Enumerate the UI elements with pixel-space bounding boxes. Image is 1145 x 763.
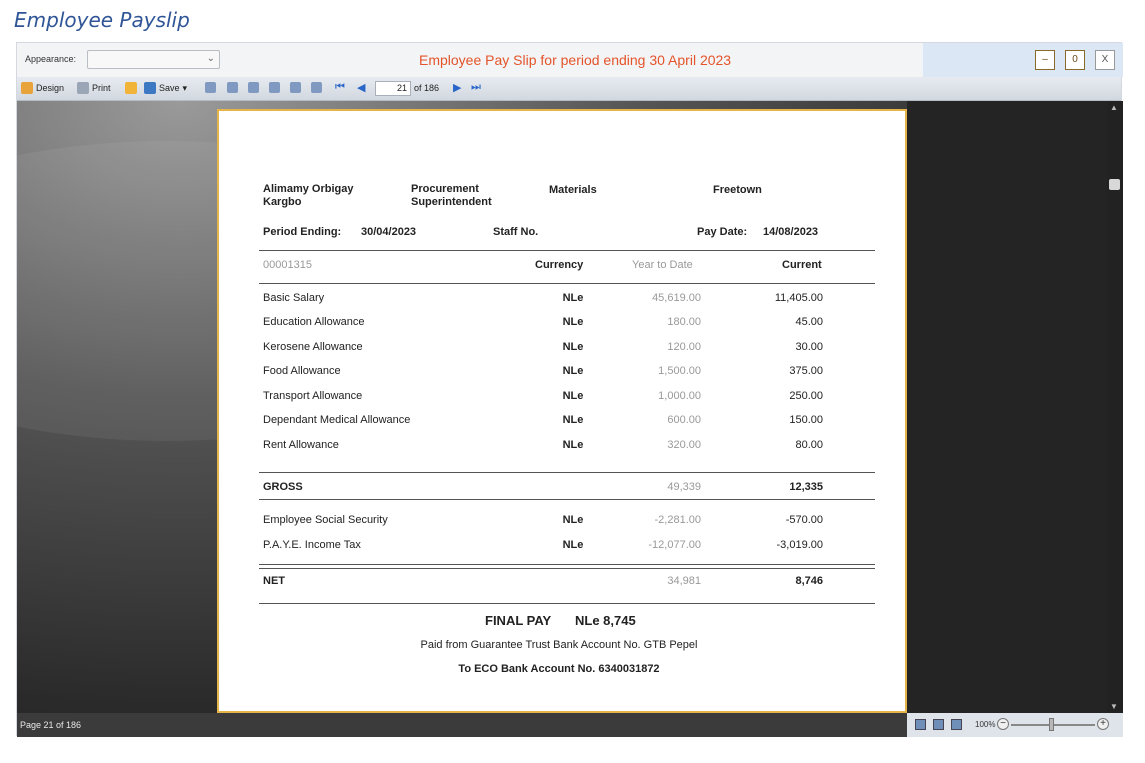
appearance-label: Appearance: (25, 54, 77, 64)
viewer-titlebar (17, 43, 1121, 77)
to-account-text: To ECO Bank Account No. 6340031872 (458, 663, 660, 675)
close-button[interactable]: X (1095, 50, 1115, 70)
earning-row (263, 316, 823, 332)
folder-icon (125, 82, 137, 94)
zoom-controls (907, 713, 1123, 737)
earning-currency: NLe (562, 292, 584, 304)
deduction-ytd: -2,281.00 (654, 514, 701, 526)
page-status-text: Page 21 of 186 (20, 720, 82, 730)
zoom-slider-thumb[interactable] (1049, 718, 1054, 731)
save-button[interactable] (144, 82, 187, 94)
current-header: Current (782, 259, 822, 271)
staff-code: 00001315 (263, 259, 312, 271)
final-pay-value: NLe 8,745 (575, 613, 636, 628)
deduction-row (263, 514, 823, 530)
gross-ytd: 49,339 (667, 481, 701, 493)
deduction-label: P.A.Y.E. Income Tax (263, 539, 361, 551)
net-ytd: 34,981 (667, 575, 701, 587)
earning-label: Transport Allowance (263, 390, 363, 402)
report-canvas (17, 101, 1107, 713)
deduction-currency: NLe (562, 514, 584, 526)
chevron-down-icon: ⌄ (206, 53, 215, 64)
export-icon (290, 82, 301, 93)
divider (259, 250, 875, 251)
multi-page-button[interactable] (269, 82, 280, 93)
net-row (263, 575, 823, 591)
earning-ytd: 45,619.00 (652, 292, 701, 304)
divider (259, 568, 875, 569)
design-label: Design (36, 83, 65, 93)
first-page-icon[interactable]: ⏮ (335, 81, 345, 93)
earning-label: Rent Allowance (263, 439, 339, 451)
earning-label: Education Allowance (263, 316, 365, 328)
binoculars-icon (227, 82, 238, 93)
last-page-icon[interactable]: ⏭ (471, 81, 481, 93)
dropdown-arrow-icon: ▾ (182, 82, 188, 93)
design-button[interactable] (21, 82, 64, 94)
email-button[interactable] (205, 82, 216, 93)
zoom-out-icon[interactable]: − (997, 718, 1009, 730)
design-icon (21, 82, 33, 94)
divider (259, 472, 875, 473)
earning-row (263, 439, 823, 455)
open-button[interactable] (125, 82, 137, 94)
divider (259, 603, 875, 604)
parameters-button[interactable] (311, 82, 322, 93)
earning-row (263, 390, 823, 406)
currency-header: Currency (535, 259, 584, 271)
save-icon (144, 82, 156, 94)
email-icon (205, 82, 216, 93)
page-count-label: of 186 (414, 83, 440, 93)
earning-ytd: 180.00 (667, 316, 701, 328)
divider (259, 499, 875, 500)
report-viewer (16, 42, 1122, 736)
scroll-thumb[interactable] (1109, 179, 1120, 190)
earning-label: Kerosene Allowance (263, 341, 363, 353)
deduction-current: -570.00 (785, 514, 823, 526)
canvas-right-area (907, 101, 1107, 713)
scroll-up-icon[interactable]: ▲ (1110, 103, 1118, 112)
deduction-row (263, 539, 823, 555)
earning-ytd: 120.00 (667, 341, 701, 353)
page-icon (248, 82, 259, 93)
final-pay-label: FINAL PAY (485, 613, 552, 628)
earning-currency: NLe (562, 341, 584, 353)
earning-row (263, 365, 823, 381)
earning-ytd: 1,000.00 (658, 390, 701, 402)
earning-currency: NLe (562, 439, 584, 451)
single-page-view-icon[interactable] (915, 719, 926, 730)
page-heading: Employee Payslip (14, 8, 190, 32)
earning-current: 375.00 (789, 365, 823, 377)
gross-row (263, 481, 823, 497)
earning-currency: NLe (562, 365, 584, 377)
period-ending-label: Period Ending: (263, 226, 342, 238)
employee-name: Alimamy Orbigay Kargbo (263, 183, 354, 208)
staff-no-label: Staff No. (493, 226, 539, 238)
earning-label: Basic Salary (263, 292, 325, 304)
deduction-currency: NLe (562, 539, 584, 551)
printer-icon (77, 82, 89, 94)
two-page-view-icon[interactable] (933, 719, 944, 730)
earning-row (263, 341, 823, 357)
gross-label: GROSS (263, 481, 303, 493)
earning-current: 250.00 (789, 390, 823, 402)
payslip-page (217, 109, 907, 713)
next-page-icon[interactable]: ▶ (453, 82, 462, 94)
deduction-current: -3,019.00 (776, 539, 823, 551)
net-label: NET (263, 575, 285, 587)
find-button[interactable] (227, 82, 238, 93)
prev-page-icon[interactable]: ◀ (357, 82, 366, 94)
divider (259, 283, 875, 284)
earning-current: 80.00 (795, 439, 823, 451)
net-current: 8,746 (795, 575, 823, 587)
print-button[interactable] (77, 82, 111, 94)
save-label: Save (159, 83, 180, 93)
viewer-toolbar (17, 77, 1121, 101)
paid-from-text: Paid from Guarantee Trust Bank Account No. GTB Pepel (420, 639, 698, 651)
appearance-dropdown[interactable] (87, 50, 220, 69)
earning-currency: NLe (562, 414, 584, 426)
earning-currency: NLe (562, 390, 584, 402)
earning-ytd: 600.00 (667, 414, 701, 426)
earning-label: Food Allowance (263, 365, 341, 377)
pay-date-value: 14/08/2023 (763, 226, 819, 238)
earning-current: 11,405.00 (774, 292, 823, 304)
employee-department: Materials (549, 184, 597, 196)
deduction-label: Employee Social Security (263, 514, 388, 526)
export-button[interactable] (290, 82, 301, 93)
ytd-header: Year to Date (632, 259, 693, 271)
print-label: Print (92, 83, 111, 93)
report-title: Employee Pay Slip for period ending 30 April 2023 (419, 52, 732, 68)
parameters-icon (311, 82, 322, 93)
multipage-icon (269, 82, 280, 93)
earning-row (263, 414, 823, 430)
maximize-button[interactable]: 0 (1065, 50, 1085, 70)
deduction-ytd: -12,077.00 (648, 539, 701, 551)
earning-current: 150.00 (789, 414, 823, 426)
scroll-down-icon[interactable]: ▼ (1110, 702, 1118, 711)
zoom-level: 100% (975, 720, 996, 729)
earning-currency: NLe (562, 316, 584, 328)
multi-page-view-icon[interactable] (951, 719, 962, 730)
employee-location: Freetown (713, 184, 762, 196)
zoom-in-icon[interactable]: + (1097, 718, 1109, 730)
single-page-button[interactable] (248, 82, 259, 93)
vertical-scrollbar[interactable] (1107, 101, 1123, 713)
window-controls (923, 43, 1123, 77)
period-ending-value: 30/04/2023 (361, 226, 417, 238)
earning-row (263, 292, 823, 308)
page-number-input[interactable]: 21 (375, 81, 411, 96)
earning-label: Dependant Medical Allowance (263, 414, 411, 426)
earning-ytd: 320.00 (667, 439, 701, 451)
minimize-button[interactable]: – (1035, 50, 1055, 70)
status-bar (17, 713, 1121, 737)
earning-current: 45.00 (795, 316, 823, 328)
gross-current: 12,335 (789, 481, 823, 493)
employee-position: Procurement Superintendent (411, 183, 492, 208)
earning-ytd: 1,500.00 (658, 365, 701, 377)
earning-current: 30.00 (795, 341, 823, 353)
pay-date-label: Pay Date: (697, 226, 748, 238)
divider (259, 564, 875, 565)
